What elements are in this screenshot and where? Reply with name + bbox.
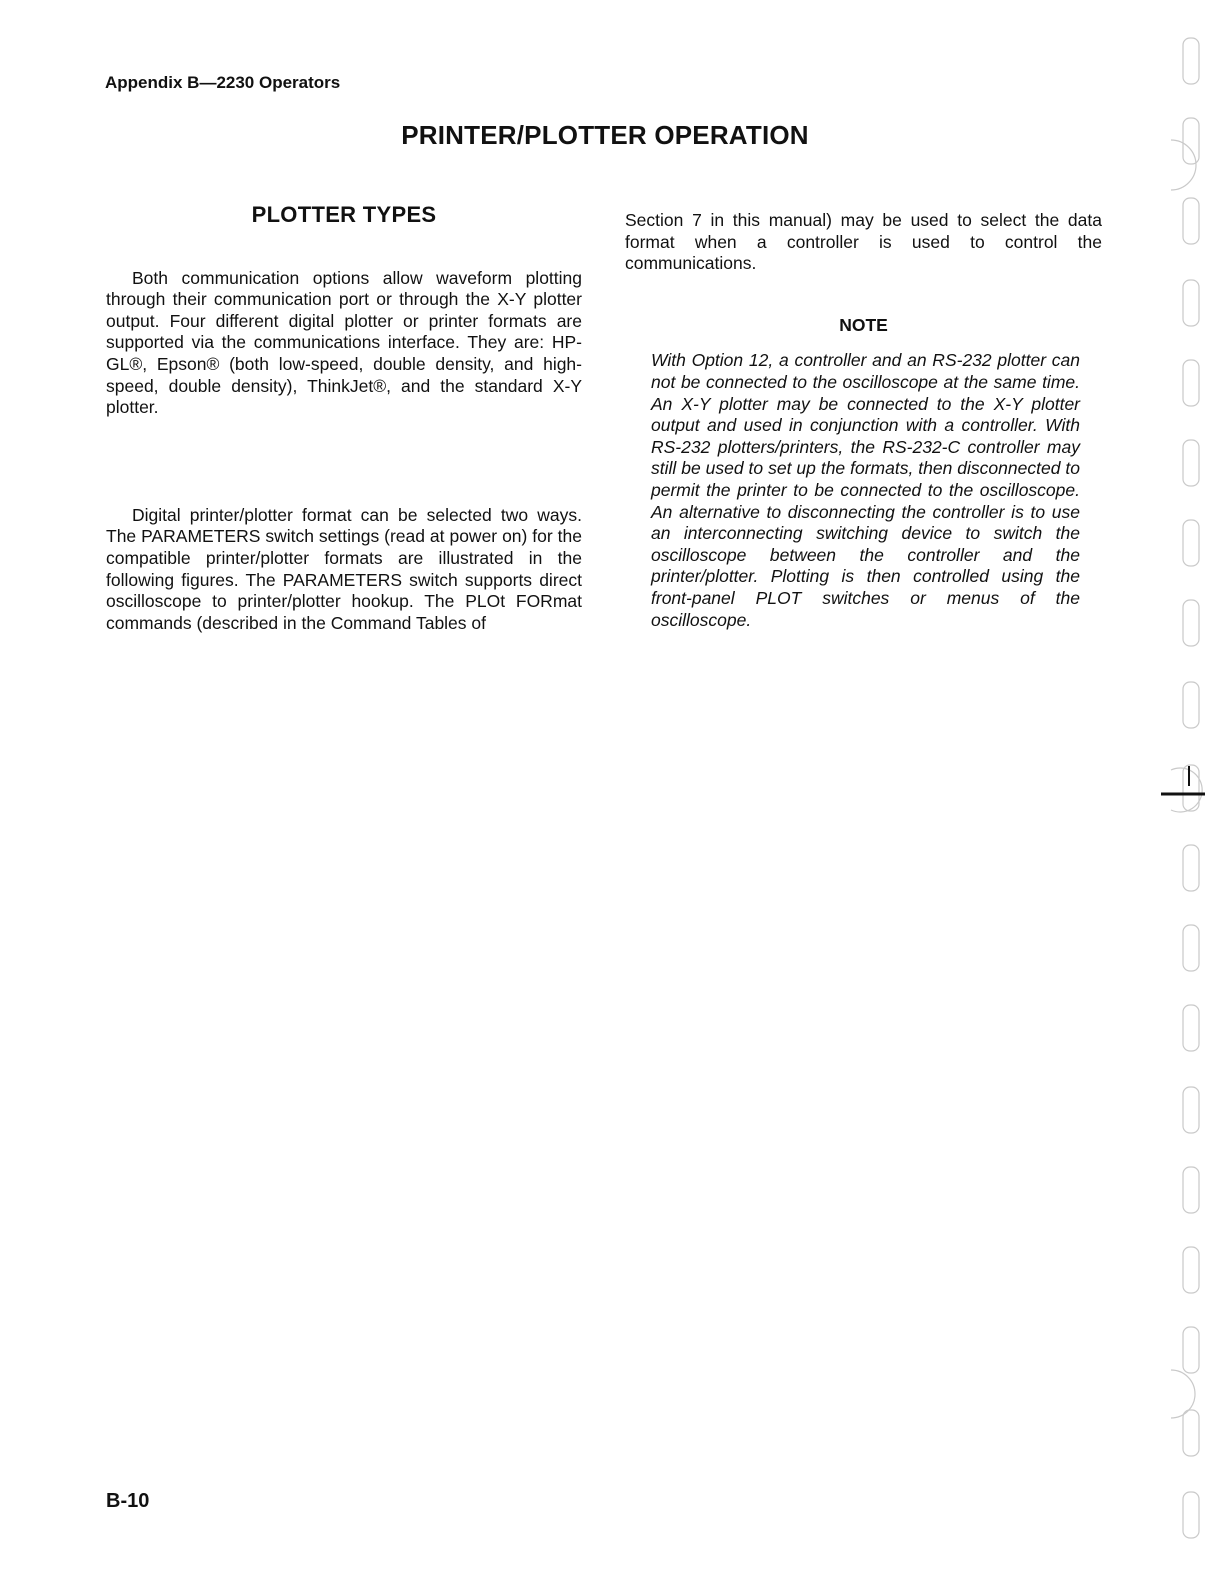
- note-body: With Option 12, a controller and an RS-232 plotter can not be connected to the oscilloscope at the same time. An X-Y plotter may be connected to the X-Y plotter output and used in conjunction with a controller. With RS-232 plotters/printers, the RS-232-C controller may still be used to set up the formats, then disconnected to permit the printer to be connected to the oscilloscope. An alternative to disconnecting the controller is to use an interconnecting switching device to switch the oscilloscope between the controller and the printer/plotter. Plotting is then controlled using the front-panel PLOT switches or menus of the oscilloscope.: [651, 350, 1080, 630]
- page-number: B-10: [106, 1490, 150, 1512]
- paragraph-continuation: Section 7 in this manual) may be used to select the data format when a controller is used to control the communications.: [625, 210, 1102, 274]
- page-title: PRINTER/PLOTTER OPERATION: [401, 120, 809, 150]
- note-heading: NOTE: [839, 314, 888, 335]
- paragraph-communication-options: Both communication options allow waveform plotting through their communication port or through the X-Y plotter output. Four different digital plotter or printer formats are supported via the communications interface. They are: HP-GL®, Epson® (both low-speed, double density, and high-speed, double density), ThinkJet®, and the standard X-Y plotter.: [106, 267, 582, 418]
- paragraph-format-selection: Digital printer/plotter format can be selected two ways. The PARAMETERS switch settings (read at power on) for the compatible printer/plotter formats are illustrated in the following figures. The PARAMETERS switch supports direct oscilloscope to printer/plotter hookup. The PLOt FORmat commands (described in the Command Tables of: [106, 504, 582, 633]
- section-heading-plotter-types: PLOTTER TYPES: [251, 202, 437, 227]
- left-column: [106, 204, 582, 634]
- right-column: [625, 204, 1102, 631]
- running-head: Appendix B—2230 Operators: [105, 73, 341, 92]
- binder-punch-holes: [1161, 0, 1221, 1578]
- binder-holes-graphic: [1161, 0, 1221, 1578]
